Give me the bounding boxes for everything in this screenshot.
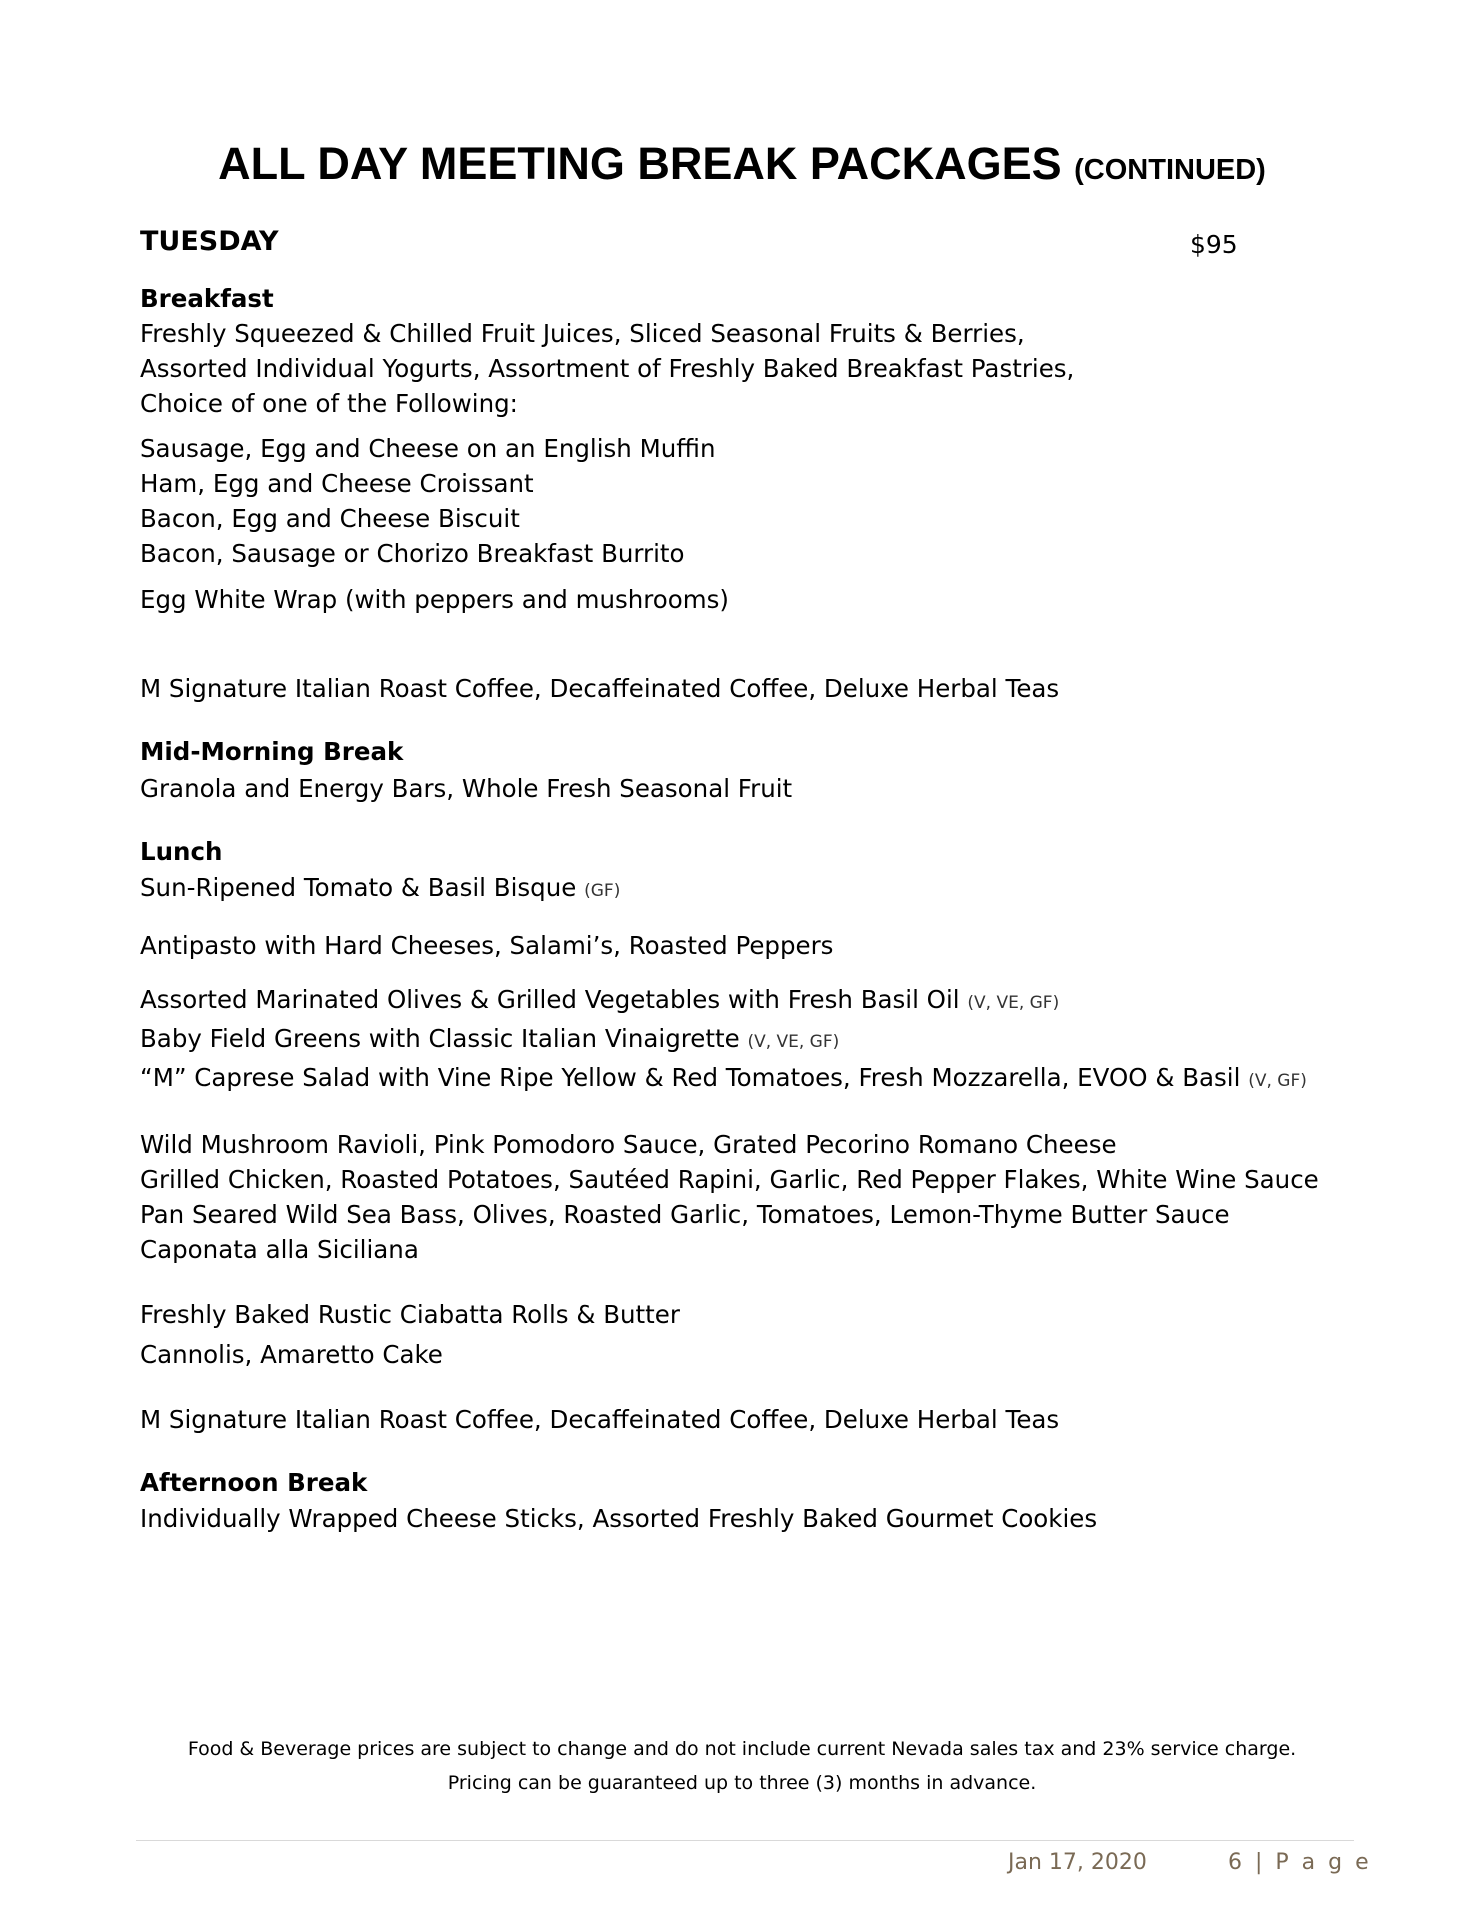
breakfast-choice: Bacon, Sausage or Chorizo Breakfast Burrito bbox=[140, 539, 685, 568]
footer-note: Food & Beverage prices are subject to change and do not include current Nevada sales tax and 23% service charge. bbox=[187, 1738, 1297, 1760]
lunch-coffee: M Signature Italian Roast Coffee, Decaffeinated Coffee, Deluxe Herbal Teas bbox=[140, 1405, 1060, 1434]
lunch-heading: Lunch bbox=[140, 837, 223, 866]
breakfast-line: Choice of one of the Following: bbox=[140, 389, 518, 418]
afternoon-line: Individually Wrapped Cheese Sticks, Assorted Freshly Baked Gourmet Cookies bbox=[140, 1504, 1098, 1533]
lunch-entree: Caponata alla Siciliana bbox=[140, 1235, 419, 1264]
mid-morning-heading: Mid-Morning Break bbox=[140, 737, 404, 766]
lunch-antipasto: Antipasto with Hard Cheeses, Salami’s, Roasted Peppers bbox=[140, 931, 834, 960]
mid-morning-line: Granola and Energy Bars, Whole Fresh Seasonal Fruit bbox=[140, 774, 793, 803]
dietary-tag: (V, VE, GF) bbox=[747, 1032, 840, 1052]
breakfast-coffee: M Signature Italian Roast Coffee, Decaffeinated Coffee, Deluxe Herbal Teas bbox=[140, 674, 1060, 703]
lunch-caprese bbox=[140, 1063, 1307, 1092]
day-heading: TUESDAY bbox=[140, 226, 279, 257]
greens-text: Baby Field Greens with Classic Italian Vinaigrette bbox=[140, 1024, 740, 1053]
page-number: 6 | P a g e bbox=[1228, 1850, 1372, 1875]
olives-text: Assorted Marinated Olives & Grilled Vegetables with Fresh Basil Oil bbox=[140, 985, 960, 1014]
page-title bbox=[0, 138, 1484, 190]
dietary-tag: (V, VE, GF) bbox=[967, 993, 1060, 1013]
caprese-text: “M” Caprese Salad with Vine Ripe Yellow & Red Tomatoes, Fresh Mozzarella, EVOO & Basil bbox=[140, 1063, 1241, 1092]
footer-note: Pricing can be guaranteed up to three (3) months in advance. bbox=[447, 1772, 1037, 1794]
breakfast-choice: Bacon, Egg and Cheese Biscuit bbox=[140, 504, 520, 533]
dietary-tag: (GF) bbox=[584, 881, 621, 901]
lunch-rolls: Freshly Baked Rustic Ciabatta Rolls & Butter bbox=[140, 1300, 680, 1329]
footer-date: Jan 17, 2020 bbox=[1008, 1850, 1147, 1875]
breakfast-line: Freshly Squeezed & Chilled Fruit Juices, Sliced Seasonal Fruits & Berries, bbox=[140, 319, 1025, 348]
lunch-entree: Wild Mushroom Ravioli, Pink Pomodoro Sauce, Grated Pecorino Romano Cheese bbox=[140, 1130, 1117, 1159]
lunch-entree: Pan Seared Wild Sea Bass, Olives, Roasted Garlic, Tomatoes, Lemon-Thyme Butter Sauce bbox=[140, 1200, 1230, 1229]
bisque-text: Sun-Ripened Tomato & Basil Bisque bbox=[140, 873, 577, 902]
breakfast-heading: Breakfast bbox=[140, 284, 274, 313]
breakfast-choice: Ham, Egg and Cheese Croissant bbox=[140, 469, 534, 498]
afternoon-heading: Afternoon Break bbox=[140, 1468, 368, 1497]
breakfast-choice: Egg White Wrap (with peppers and mushrooms) bbox=[140, 585, 729, 614]
lunch-entree: Grilled Chicken, Roasted Potatoes, Sautéed Rapini, Garlic, Red Pepper Flakes, White Wine Sauce bbox=[140, 1165, 1319, 1194]
package-price: $95 bbox=[1190, 230, 1238, 259]
lunch-greens bbox=[140, 1024, 839, 1053]
lunch-bisque bbox=[140, 873, 620, 902]
dietary-tag: (V, GF) bbox=[1248, 1071, 1307, 1091]
title-main: ALL DAY MEETING BREAK PACKAGES bbox=[218, 138, 1062, 189]
footer-divider bbox=[136, 1840, 1354, 1841]
breakfast-choice: Sausage, Egg and Cheese on an English Muffin bbox=[140, 434, 716, 463]
lunch-olives bbox=[140, 985, 1059, 1014]
title-sub: (CONTINUED) bbox=[1074, 154, 1266, 186]
breakfast-line: Assorted Individual Yogurts, Assortment of Freshly Baked Breakfast Pastries, bbox=[140, 354, 1075, 383]
lunch-dessert: Cannolis, Amaretto Cake bbox=[140, 1340, 443, 1369]
